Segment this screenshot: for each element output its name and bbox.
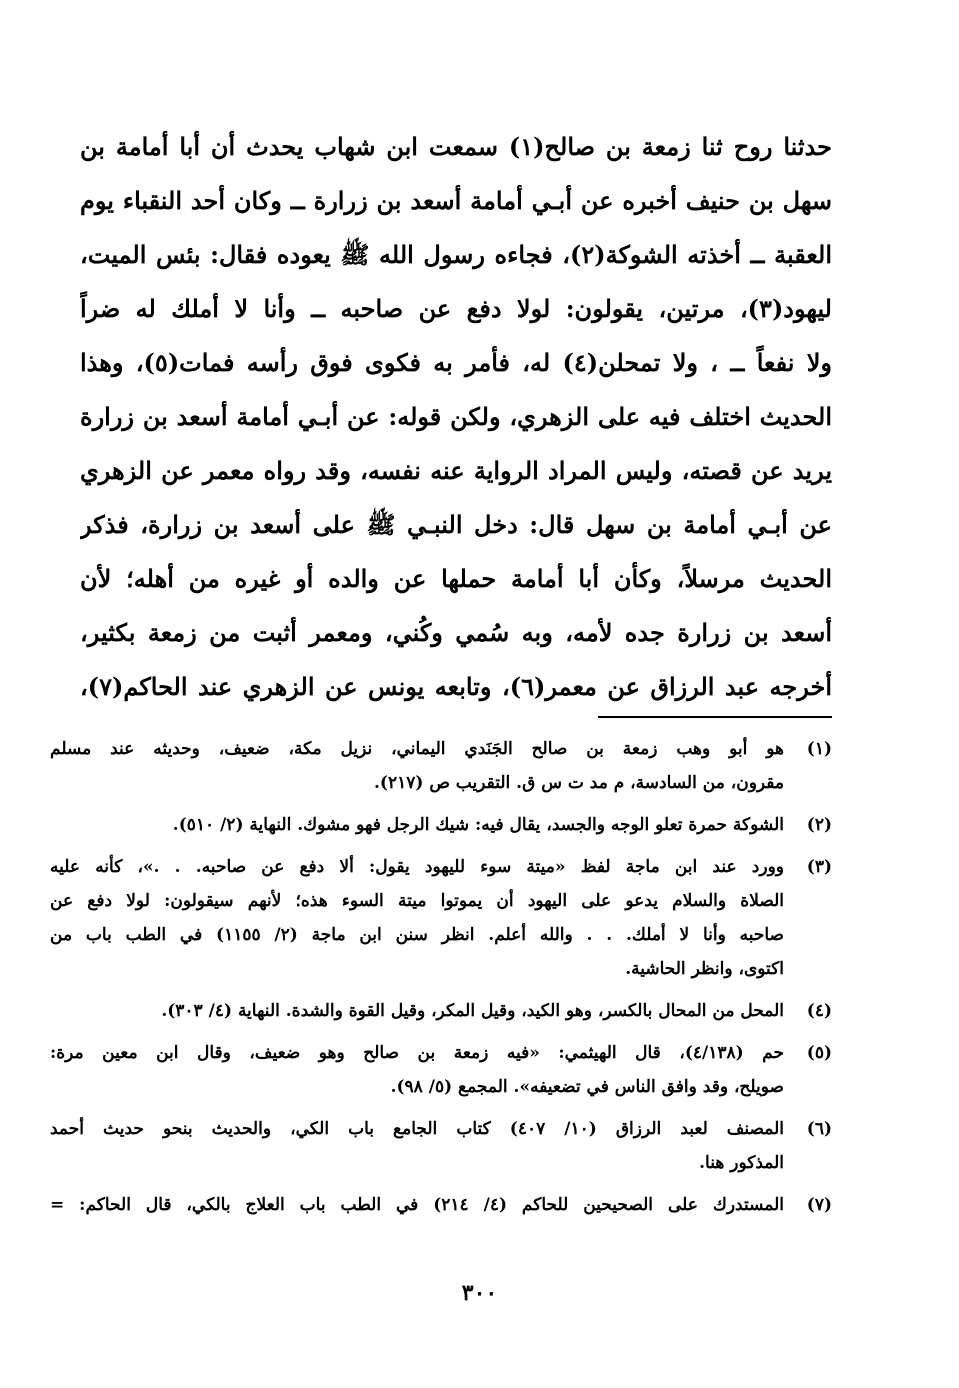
main-text-line: الحديث مرسلاً، وكأن أبا أمامة حملها عن والده أو غيره من أهله؛ لأن: [80, 564, 832, 593]
footnote-text: [50, 850, 784, 986]
footnote-text: [50, 808, 784, 842]
main-text-line: ليهود(٣)، مرتين، يقولون: لولا دفع عن صاحبه ــ وأنا لا أملك له ضراً: [80, 294, 832, 323]
footnote: [50, 1188, 832, 1222]
footnote: [50, 994, 832, 1028]
footnote-separator: [598, 716, 832, 718]
footnote-number: (٤): [806, 1001, 832, 1021]
footnote-number: (٢): [806, 815, 832, 835]
footnote-number: (٦): [806, 1119, 832, 1139]
main-text-line: يريد عن قصته، وليس المراد الرواية عنه نفسه، وقد رواه معمر عن الزهري: [80, 456, 832, 485]
main-text-line: عن أبـي أمامة بن سهل قال: دخل النبـي ﷺ على أسعد بن زرارة، فذكر: [80, 510, 832, 539]
main-text-line: الحديث اختلف فيه على الزهري، ولكن قوله: عن أبـي أمامة أسعد بن زرارة: [80, 402, 832, 431]
footnote-number: (٣): [806, 857, 832, 877]
footnote-line: المذكور هنا.: [699, 1153, 784, 1173]
footnote: [50, 808, 832, 842]
footnote-number: (٥): [806, 1043, 832, 1063]
footnote-line: الصلاة والسلام يدعو على اليهود أن يموتوا ميتة السوء هذه؛ لأنهم سيقولون: لولا دفع عن: [50, 891, 784, 911]
footnote-line: المستدرك على الصحيحين للحاكم (٤/ ٢١٤) في الطب باب العلاج بالكي، قال الحاكم: =: [50, 1195, 784, 1215]
footnote-line: مقرون، من السادسة، م مد ت س ق. التقريب ص (٢١٧).: [374, 773, 784, 793]
footnote-line: الشوكة حمرة تعلو الوجه والجسد، يقال فيه: شيك الرجل فهو مشوك. النهاية (٢/ ٥١٠).: [172, 815, 784, 835]
main-text: [80, 120, 832, 714]
page-number: ٣٠٠: [461, 1280, 498, 1306]
footnote-text: [50, 1112, 784, 1180]
footnote-line: حم (٤/١٣٨)، قال الهيثمي: «فيه زمعة بن صالح وهو ضعيف، وقال ابن معين مرة:: [50, 1043, 784, 1063]
main-text-line: سهل بن حنيف أخبره عن أبـي أمامة أسعد بن زرارة ــ وكان أحد النقباء يوم: [80, 186, 832, 215]
footnote-line: المصنف لعبد الرزاق (١٠/ ٤٠٧) كتاب الجامع باب الكي، والحديث بنحو حديث أحمد: [50, 1119, 784, 1139]
footnotes: [50, 732, 832, 1230]
main-text-line: العقبة ــ أخذته الشوكة(٢)، فجاءه رسول الله ﷺ يعوده فقال: بئس الميت،: [80, 240, 832, 269]
footnote-line: هو أبو وهب زمعة بن صالح الجَنَدي اليماني، نزيل مكة، ضعيف، وحديثه عند مسلم: [50, 739, 784, 759]
footnote: [50, 1036, 832, 1104]
main-text-line: حدثنا روح ثنا زمعة بن صالح(١) سمعت ابن شهاب يحدث أن أبا أمامة بن: [80, 132, 832, 161]
main-text-line: ولا نفعاً ــ ، ولا تمحلن(٤) له، فأمر به فكوى فوق رأسه فمات(٥)، وهذا: [80, 348, 832, 377]
footnote-line: المحل من المحال بالكسر، وهو الكيد، وقيل المكر، وقيل القوة والشدة. النهاية (٤/ ٣٠٣).: [161, 1001, 784, 1021]
footnote-line: صاحبه وأنا لا أملك. . . والله أعلم. انظر سنن ابن ماجة (٢/ ١١٥٥) في الطب باب من: [50, 925, 784, 945]
footnote-text: [50, 732, 784, 800]
footnote-line: صويلح، وقد وافق الناس في تضعيفه». المجمع (٥/ ٩٨).: [390, 1077, 784, 1097]
footnote-number: (١): [806, 739, 832, 759]
footnote: [50, 732, 832, 800]
footnote-line: وورد عند ابن ماجة لفظ «ميتة سوء لليهود يقول: ألا دفع عن صاحبه. . .»، كأنه عليه: [50, 857, 784, 877]
footnote-number: (٧): [806, 1195, 832, 1215]
main-text-line: أخرجه عبد الرزاق عن معمر(٦)، وتابعه يونس عن الزهري عند الحاكم(٧)،: [80, 672, 832, 701]
footnote: [50, 1112, 832, 1180]
main-text-line: أسعد بن زرارة جده لأمه، وبه سُمي وكُني، ومعمر أثبت من زمعة بكثير،: [80, 618, 832, 647]
footnote-text: [50, 1188, 784, 1222]
footnote-text: [50, 994, 784, 1028]
footnote-text: [50, 1036, 784, 1104]
footnote-line: اكتوى، وانظر الحاشية.: [625, 959, 784, 979]
footnote: [50, 850, 832, 986]
